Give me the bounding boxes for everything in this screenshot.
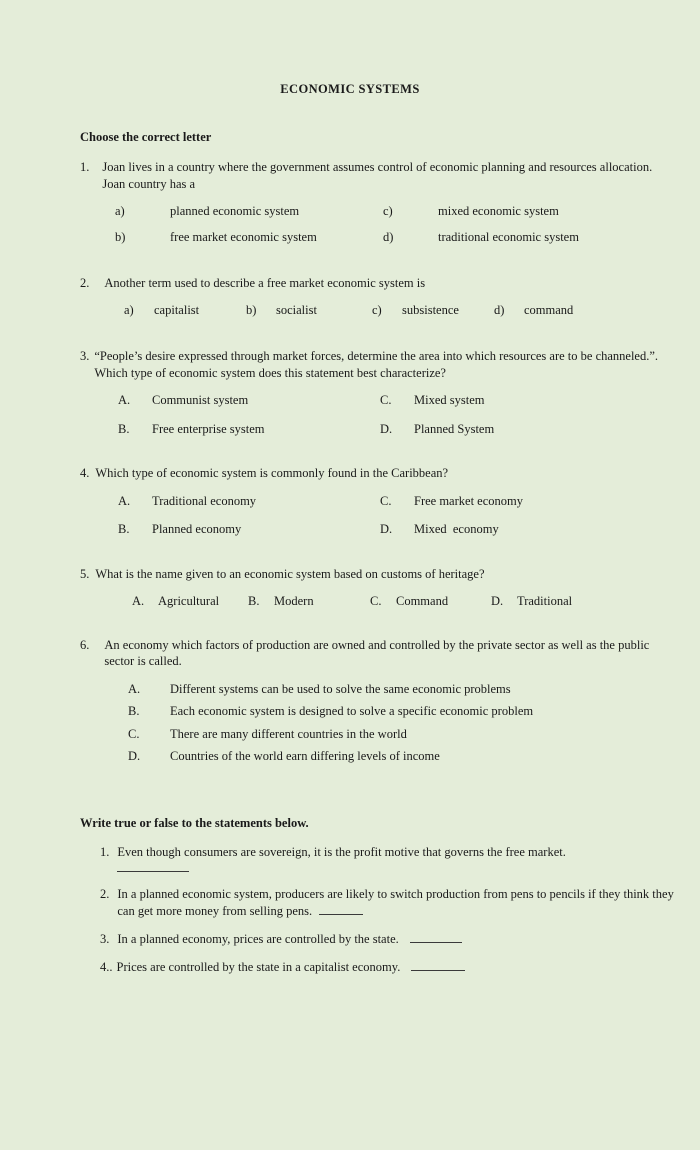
question-1-options	[80, 192, 676, 245]
option-5c-text: Command	[396, 594, 449, 608]
option-6c[interactable]	[80, 726, 676, 743]
option-1d[interactable]	[370, 229, 579, 246]
option-6c-letter: C.	[128, 726, 140, 741]
question-4-stem: Which type of economic system is commonly found in the Caribbean?	[95, 466, 449, 480]
true-false-item-3-text: In a planned economy, prices are controlled by the state.	[117, 931, 399, 946]
option-3b[interactable]	[80, 421, 370, 438]
option-3a-text: Communist system	[152, 393, 249, 407]
option-3d[interactable]	[370, 421, 494, 438]
question-3-number: 3.	[80, 349, 90, 363]
true-false-item-2-number: 2.	[100, 887, 110, 902]
option-1b[interactable]	[80, 229, 370, 246]
true-false-item-1-answer-blank[interactable]	[117, 860, 189, 872]
option-5c[interactable]	[370, 593, 491, 610]
question-2-stem: Another term used to describe a free market economic system is	[104, 276, 426, 290]
question-3	[0, 348, 700, 437]
question-1-number: 1.	[80, 160, 90, 174]
question-6	[0, 637, 700, 765]
option-2c-letter: c)	[372, 302, 382, 317]
question-3-options	[80, 381, 676, 437]
option-3c-letter: C.	[380, 393, 392, 407]
true-false-item-4	[0, 959, 700, 976]
option-6a-letter: A.	[128, 681, 141, 696]
true-false-item-3-answer-blank[interactable]	[410, 942, 462, 943]
question-5-number: 5.	[80, 566, 90, 581]
true-false-item-1	[0, 844, 700, 873]
option-1b-text: free market economic system	[170, 229, 317, 244]
true-false-item-1-text: Even though consumers are sovereign, it is the profit motive that governs the free market.	[117, 844, 566, 859]
option-5a-letter: A.	[132, 594, 145, 608]
question-2	[0, 275, 700, 318]
option-2c-text: subsistence	[402, 302, 459, 317]
question-1-stem: Joan lives in a country where the government assumes control of economic planning and resources allocation. Joan country has a	[102, 160, 653, 191]
option-4b[interactable]	[80, 521, 370, 538]
true-false-item-4-answer-blank[interactable]	[411, 970, 465, 971]
option-3d-text: Planned System	[414, 421, 495, 436]
section-heading-true-false: Write true or false to the statements below.	[80, 815, 309, 830]
option-4b-text: Planned economy	[152, 522, 242, 536]
option-5a[interactable]	[80, 593, 248, 610]
option-4c[interactable]	[370, 493, 523, 510]
option-3a[interactable]	[80, 392, 370, 409]
question-3-stem: “People’s desire expressed through market forces, determine the area into which resources are to be channeled.”. Which type of economic system does this statement best characterize?	[94, 349, 659, 380]
option-3a-letter: A.	[118, 393, 131, 407]
option-4b-letter: B.	[118, 522, 130, 536]
option-5c-letter: C.	[370, 594, 382, 608]
option-4a[interactable]	[80, 493, 370, 510]
option-1a[interactable]	[80, 203, 370, 220]
question-4-options	[80, 482, 676, 538]
option-6d-letter: D.	[128, 749, 141, 763]
option-2d[interactable]	[494, 302, 573, 319]
option-5b-letter: B.	[248, 594, 260, 608]
option-1c[interactable]	[370, 203, 559, 220]
option-5d-letter: D.	[491, 594, 504, 608]
section-heading-multiple-choice: Choose the correct letter	[80, 130, 212, 144]
question-5	[0, 566, 700, 610]
option-2a-text: capitalist	[154, 302, 200, 317]
question-2-number: 2.	[80, 276, 90, 290]
option-4d-letter: D.	[380, 522, 393, 536]
true-false-item-3-number: 3.	[100, 931, 110, 946]
option-2a-letter: a)	[124, 302, 134, 317]
option-4a-text: Traditional economy	[152, 493, 257, 508]
true-false-item-4-wrapper	[117, 959, 677, 976]
option-5a-text: Agricultural	[158, 594, 220, 608]
option-6b[interactable]	[80, 703, 676, 720]
option-2d-letter: d)	[494, 302, 505, 317]
option-6c-text: There are many different countries in the world	[170, 726, 407, 741]
option-1c-text: mixed economic system	[438, 204, 559, 218]
true-false-item-2-answer-blank[interactable]	[319, 914, 363, 915]
question-5-options	[80, 582, 676, 610]
option-2d-text: command	[524, 302, 574, 317]
true-false-item-1-number: 1.	[100, 844, 110, 859]
option-1a-text: planned economic system	[170, 204, 300, 218]
option-6a[interactable]	[80, 681, 676, 698]
option-5b[interactable]	[248, 593, 370, 610]
option-2b-text: socialist	[276, 302, 317, 317]
option-5b-text: Modern	[274, 594, 314, 608]
option-1d-letter: d)	[383, 229, 394, 244]
option-1a-letter: a)	[115, 204, 125, 218]
option-1d-text: traditional economic system	[438, 229, 579, 244]
option-6d[interactable]	[80, 748, 676, 765]
option-2b-letter: b)	[246, 302, 257, 317]
option-2c[interactable]	[372, 302, 494, 319]
option-1c-letter: c)	[383, 204, 393, 218]
question-5-stem: What is the name given to an economic system based on customs of heritage?	[95, 566, 485, 581]
true-false-item-2-text: In a planned economic system, producers are likely to switch production from pens to pencils if they think they can get more money from selling pens.	[117, 887, 674, 918]
option-5d-text: Traditional	[517, 594, 573, 608]
option-5d[interactable]	[491, 593, 572, 610]
option-3c-text: Mixed system	[414, 393, 485, 407]
option-2a[interactable]	[80, 302, 246, 319]
option-4d[interactable]	[370, 521, 499, 538]
option-3d-letter: D.	[380, 421, 393, 436]
option-3b-text: Free enterprise system	[152, 421, 265, 436]
question-1	[0, 159, 700, 245]
question-4	[0, 465, 700, 538]
question-6-stem: An economy which factors of production are owned and controlled by the private sector as well as the public sector is called.	[104, 637, 650, 668]
option-6a-text: Different systems can be used to solve the same economic problems	[170, 681, 511, 696]
true-false-item-2-wrapper	[117, 886, 676, 920]
true-false-item-4-text: Prices are controlled by the state in a capitalist economy.	[116, 959, 401, 974]
true-false-item-1-wrapper	[117, 844, 676, 873]
true-false-item-4-number: 4..	[100, 959, 113, 974]
option-4c-letter: C.	[380, 493, 392, 508]
question-6-options	[80, 670, 676, 765]
option-3c[interactable]	[370, 392, 484, 409]
option-4c-text: Free market economy	[414, 493, 523, 508]
question-4-number: 4.	[80, 466, 90, 480]
page-title: ECONOMIC SYSTEMS	[280, 82, 420, 96]
option-4d-text: Mixed economy	[414, 522, 499, 536]
option-1b-letter: b)	[115, 229, 126, 244]
true-false-item-2	[0, 886, 700, 920]
option-2b[interactable]	[246, 302, 372, 319]
true-false-item-3	[0, 931, 700, 948]
option-4a-letter: A.	[118, 493, 131, 508]
question-6-number: 6.	[80, 637, 90, 652]
question-2-options	[80, 292, 676, 319]
option-6b-text: Each economic system is designed to solve a specific economic problem	[170, 704, 534, 718]
option-6b-letter: B.	[128, 704, 140, 718]
option-3b-letter: B.	[118, 421, 130, 436]
true-false-item-3-wrapper	[117, 931, 676, 948]
option-6d-text: Countries of the world earn differing levels of income	[170, 749, 440, 763]
